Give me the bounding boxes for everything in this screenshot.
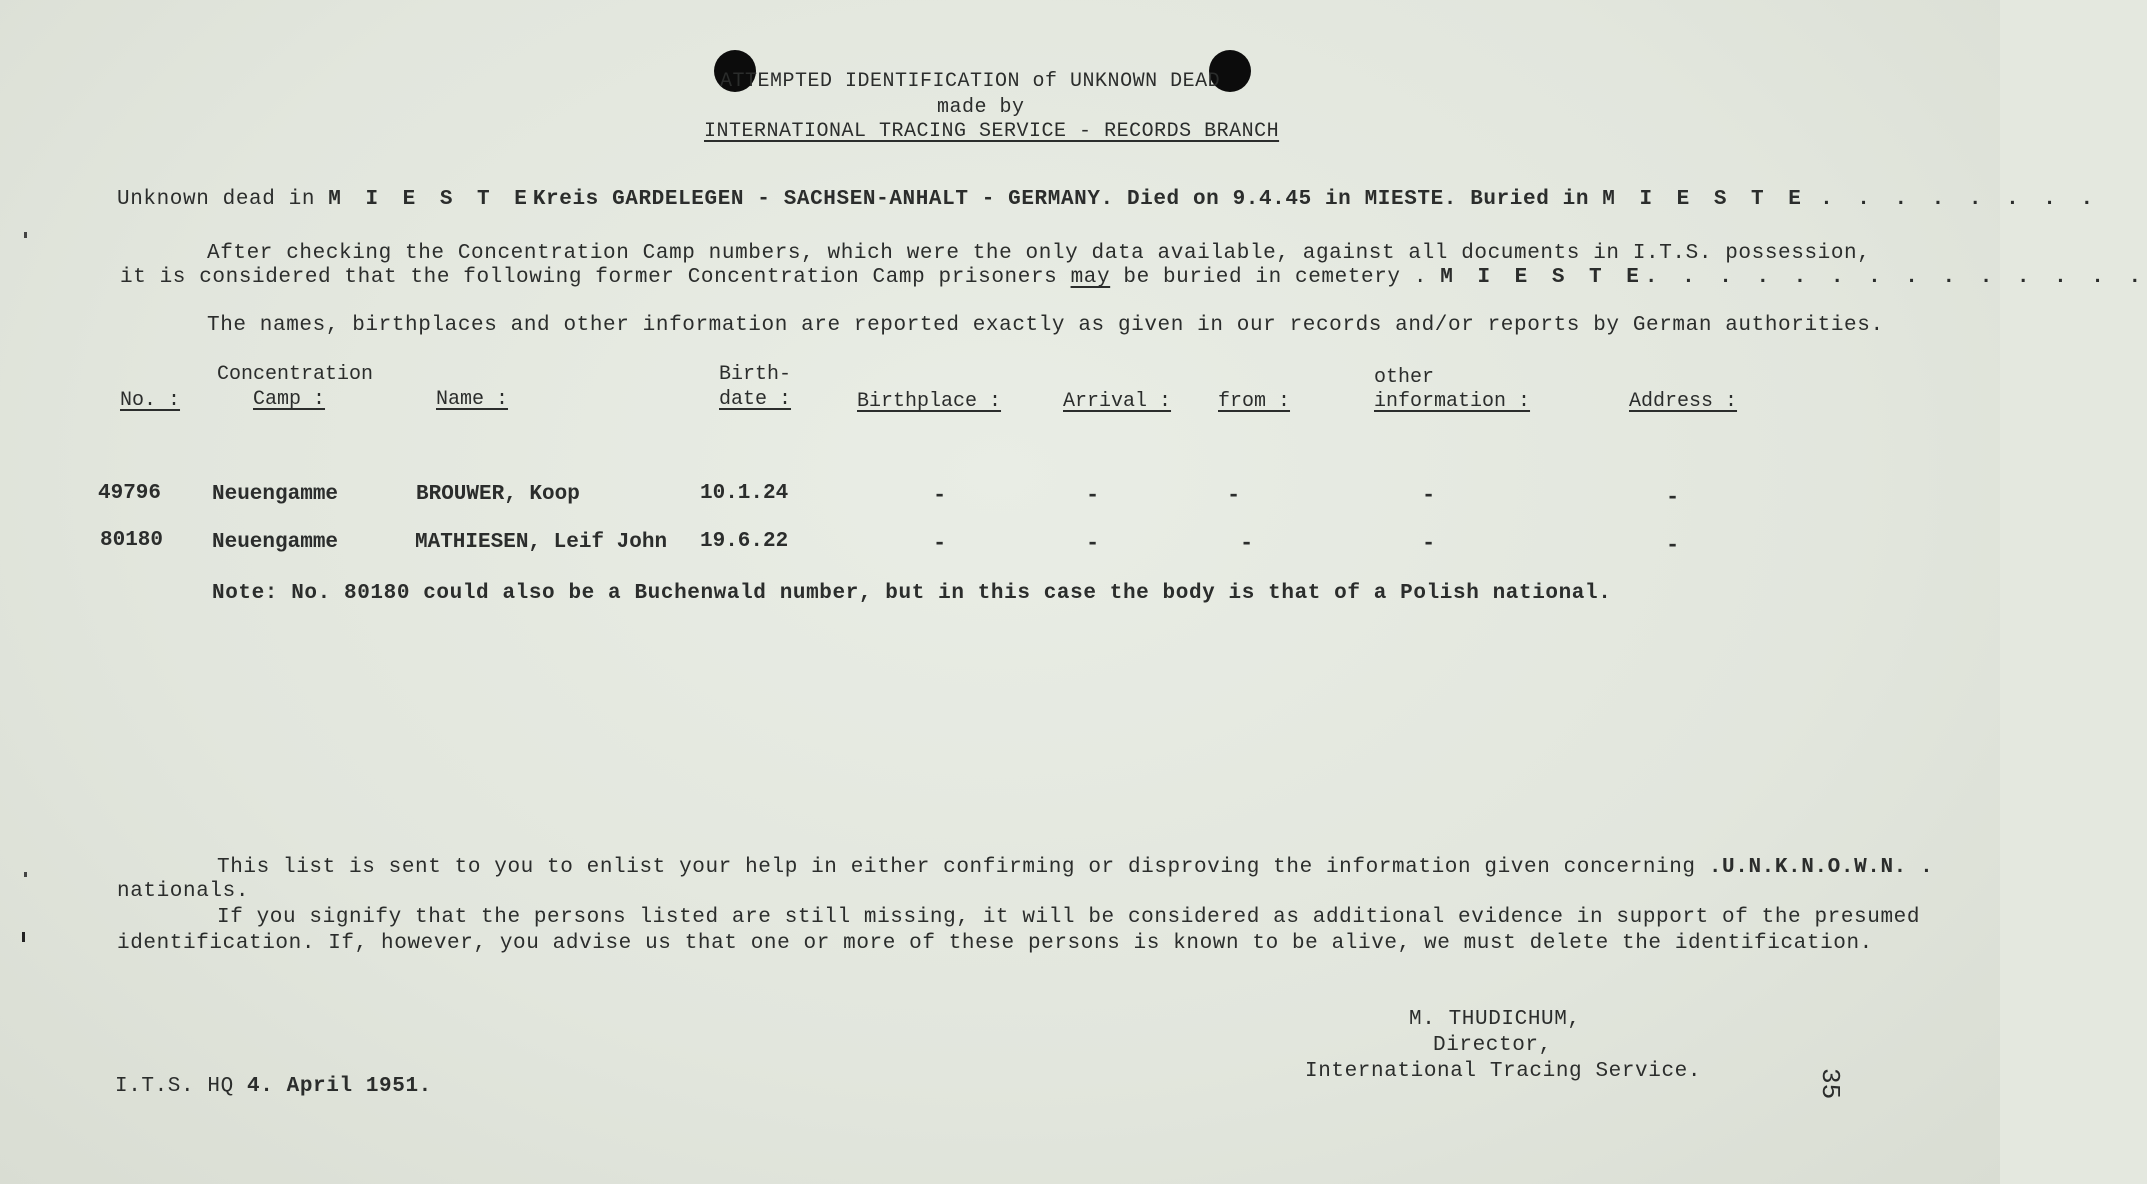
row1-from: - [1227, 483, 1241, 508]
row2-birthdate: 19.6.22 [700, 530, 789, 553]
dateline [115, 1075, 432, 1098]
col-header-from: from : [1218, 390, 1291, 413]
footer-line2: nationals. [117, 880, 250, 903]
row1-address: - [1666, 485, 1680, 510]
margin-mark [24, 232, 27, 238]
col-header-birth-top: Birth- [719, 363, 792, 386]
dateline-date: 4. April 1951. [247, 1075, 432, 1098]
row1-other: - [1422, 483, 1436, 508]
para1-dots: . . . . . . . . . . . . . . [1644, 266, 2147, 289]
footer-line1-a: This list is sent to you to enlist your help in either confirming or disproving the information given concerning [217, 856, 1696, 879]
para2: The names, birthplaces and other information are reported exactly as given in our records and/or reports by German authorities. [207, 314, 1884, 337]
margin-mark [22, 932, 25, 942]
row2-name: MATHIESEN, Leif John [415, 531, 668, 554]
row1-birthplace: - [933, 483, 947, 508]
col-header-address: Address : [1629, 390, 1738, 413]
col-header-camp-top: Concentration [217, 363, 374, 386]
signature-name: M. THUDICHUM, [1409, 1008, 1581, 1031]
intro-place-2: M I E S T E [1602, 188, 1807, 211]
footer-line4: identification. If, however, you advise us that one or more of these persons is known to be alive, we must delete the identification. [117, 932, 1873, 955]
row1-camp: Neuengamme [212, 483, 339, 506]
row2-address: - [1666, 533, 1680, 558]
page-stamp-number: 35 [1815, 1068, 1845, 1100]
signature-title: Director, [1433, 1034, 1552, 1057]
dateline-prefix: I.T.S. HQ [115, 1075, 234, 1098]
intro-rest: Kreis GARDELEGEN - SACHSEN-ANHALT - GERMANY. Died on 9.4.45 in MIESTE. Buried in [532, 188, 1590, 211]
row2-arrival: - [1086, 531, 1100, 556]
row1-birthdate: 10.1.24 [700, 482, 789, 505]
intro-line [117, 188, 2099, 211]
organization-heading: INTERNATIONAL TRACING SERVICE - RECORDS BRANCH [704, 120, 1280, 143]
row2-camp: Neuengamme [212, 531, 339, 554]
col-header-arrival: Arrival : [1063, 390, 1172, 413]
col-header-camp: Camp : [253, 388, 326, 411]
col-header-no: No. : [120, 389, 181, 412]
para1-place: M I E S T E [1440, 266, 1645, 289]
document-title: ATTEMPTED IDENTIFICATION of UNKNOWN DEAD [720, 70, 1221, 93]
para1-may: may [1070, 266, 1111, 289]
row2-birthplace: - [933, 531, 947, 556]
col-header-other: information : [1374, 390, 1531, 413]
col-header-name: Name : [436, 388, 509, 411]
footer-line3: If you signify that the persons listed are still missing, it will be considered as additional evidence in support of the presumed [217, 906, 1921, 929]
made-by-line: made by [937, 96, 1025, 119]
intro-dots: . . . . . . . . [1820, 188, 2100, 211]
row1-no: 49796 [98, 482, 162, 505]
footer-line1 [217, 856, 1933, 879]
para1-line1: After checking the Concentration Camp numbers, which were the only data available, against all documents in I.T.S. possession, [207, 242, 1871, 265]
table-note: Note: No. 80180 could also be a Buchenwald number, but in this case the body is that of a Polish national. [212, 582, 1612, 605]
para1-line2-a: it is considered that the following former Concentration Camp prisoners [120, 266, 1058, 289]
row2-from: - [1240, 531, 1254, 556]
footer-unknown: .U.N.K.N.O.W.N. . [1708, 856, 1934, 879]
row1-arrival: - [1086, 483, 1100, 508]
signature-org: International Tracing Service. [1305, 1060, 1702, 1083]
col-header-birthdate: date : [719, 388, 792, 411]
para1-line2 [120, 266, 2147, 289]
row1-name: BROUWER, Koop [416, 483, 580, 506]
row2-other: - [1422, 531, 1436, 556]
para1-line2-b: be buried in cemetery . [1123, 266, 1428, 289]
col-header-birthplace: Birthplace : [857, 390, 1002, 413]
row2-no: 80180 [100, 529, 164, 552]
margin-mark [24, 872, 27, 877]
intro-label: Unknown dead in [117, 188, 316, 211]
col-header-other-top: other [1374, 366, 1435, 389]
intro-place: M I E S T E [328, 188, 533, 211]
